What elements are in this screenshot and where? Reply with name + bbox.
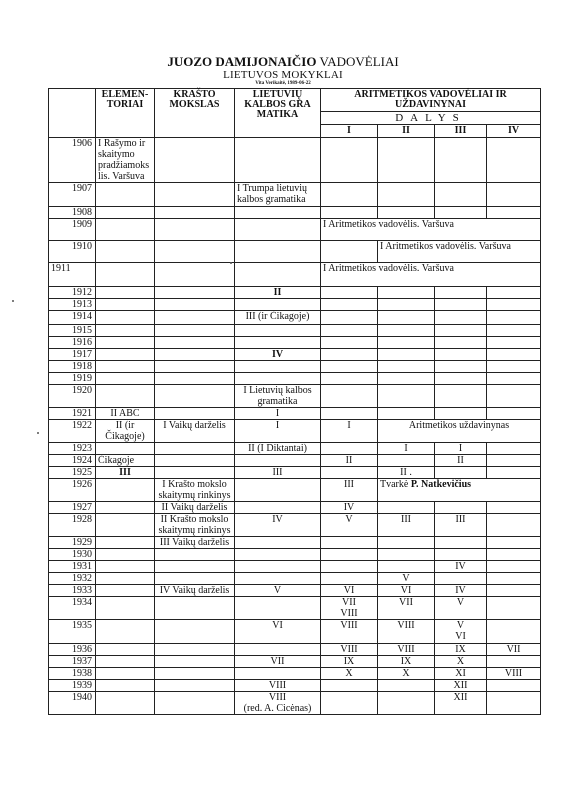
document-subtitle: LIETUVOS MOKYKLAI — [223, 69, 343, 81]
year-cell: 1913 — [49, 299, 96, 311]
part-4-cell: VII — [487, 644, 541, 656]
part-3-cell: IV — [435, 585, 487, 597]
part-2-cell: VII — [378, 597, 435, 620]
krasto-cell: II Krašto mokslo skaitymų rinkinys — [155, 514, 235, 537]
lietuviu-cell: IV — [235, 349, 321, 361]
part-1-cell: IV — [321, 502, 378, 514]
col-elementoriai: ELEMEN-TORIAI — [96, 89, 155, 138]
part-1-cell: IX — [321, 656, 378, 668]
year-cell: 1935 — [49, 620, 96, 644]
year-cell: 1914 — [49, 311, 96, 325]
scan-speck — [230, 262, 232, 264]
part-2-cell: III — [378, 514, 435, 537]
table-row — [49, 644, 541, 656]
table-row — [49, 537, 541, 549]
lietuviu-line-b: (red. A. Cicėnas) — [243, 703, 312, 714]
lietuviu-line-a: VIII — [268, 692, 287, 703]
part-3-line-b: VI — [455, 631, 466, 642]
document-title — [0, 54, 566, 69]
col-aritmetikos: ARITMETIKOS VADOVĖLIAI IR UŽDAVINYNAI — [321, 89, 541, 112]
col-krasto-mokslas: KRAŠTO MOKSLAS — [155, 89, 235, 138]
part-2-cell: IX — [378, 656, 435, 668]
part-2-cell: II . — [378, 467, 435, 479]
part-3-cell — [435, 620, 487, 644]
aritmetikos-cell: I Aritmetikos vadovėlis. Varšuva — [321, 219, 541, 241]
table-row — [49, 467, 541, 479]
part-2-cell: V — [378, 573, 435, 585]
year-cell: 1917 — [49, 349, 96, 361]
part-3-cell: III — [435, 514, 487, 537]
part-4-cell: VIII — [487, 668, 541, 680]
aritmetikos-cell: I Aritmetikos vadovėlis. Varšuva — [321, 263, 541, 287]
elementoriai-cell: Čikagoje — [96, 455, 155, 467]
year-cell: 1922 — [49, 420, 96, 443]
year-cell: 1936 — [49, 644, 96, 656]
table-row — [49, 680, 541, 692]
year-cell: 1927 — [49, 502, 96, 514]
table-row — [49, 349, 541, 361]
krasto-cell: IV Vaikų darželis — [155, 585, 235, 597]
year-cell: 1907 — [49, 183, 96, 207]
part-1-cell: V — [321, 514, 378, 537]
part-1-cell: X — [321, 668, 378, 680]
krasto-cell: II Vaikų darželis — [155, 502, 235, 514]
scan-speck — [12, 300, 14, 302]
part-1-cell: III — [321, 479, 378, 502]
part-3-cell: IV — [435, 561, 487, 573]
part-3-cell: II — [435, 455, 487, 467]
year-cell: 1912 — [49, 287, 96, 299]
part-2-cell: VIII — [378, 620, 435, 644]
year-cell: 1910 — [49, 241, 96, 263]
table-row — [49, 597, 541, 620]
year-cell: 1911 — [49, 263, 96, 287]
part-1-header: I — [321, 125, 378, 138]
year-cell: 1916 — [49, 337, 96, 349]
year-cell: 1929 — [49, 537, 96, 549]
part-2-cell: X — [378, 668, 435, 680]
year-cell: 1931 — [49, 561, 96, 573]
lietuviu-cell: II — [235, 287, 321, 299]
aritmetikos-cell — [378, 479, 541, 502]
year-cell: 1937 — [49, 656, 96, 668]
table-row — [49, 585, 541, 597]
editor-prefix: Tvarkė — [380, 479, 411, 490]
lietuviu-cell: VII — [235, 656, 321, 668]
table-row — [49, 573, 541, 585]
part-1-cell: VIII — [321, 620, 378, 644]
year-cell: 1933 — [49, 585, 96, 597]
part-3-cell: IX — [435, 644, 487, 656]
table-row — [49, 502, 541, 514]
year-cell: 1930 — [49, 549, 96, 561]
year-cell: 1925 — [49, 467, 96, 479]
part-3-cell: XI — [435, 668, 487, 680]
part-3-cell: XII — [435, 680, 487, 692]
lietuviu-cell: V — [235, 585, 321, 597]
aritmetikos-cell: Aritmetikos uždavinynas — [378, 420, 541, 443]
part-1-cell: I — [321, 420, 378, 443]
part-2-header: II — [378, 125, 435, 138]
table-row — [49, 219, 541, 241]
lietuviu-cell: I — [235, 408, 321, 420]
part-1-cell: II — [321, 455, 378, 467]
table-row — [49, 668, 541, 680]
part-1-cell: VI — [321, 585, 378, 597]
year-cell: 1918 — [49, 361, 96, 373]
table-row — [49, 325, 541, 337]
lietuviu-cell: II (I Diktantai) — [235, 443, 321, 455]
lietuviu-cell: I — [235, 420, 321, 443]
part-3-cell: X — [435, 656, 487, 668]
year-cell: 1909 — [49, 219, 96, 241]
part-2-cell: I — [378, 443, 435, 455]
table-row — [49, 287, 541, 299]
title-rest: VADOVĖLIAI — [316, 54, 399, 69]
dalys-label: DALYS — [321, 112, 541, 125]
table-row — [49, 420, 541, 443]
part-2-cell: VI — [378, 585, 435, 597]
table-row — [49, 299, 541, 311]
document-author: Vita Verikaitė, 1989-06-22 — [255, 81, 311, 86]
elementoriai-cell: II (ir Čikagoje) — [96, 420, 155, 443]
table-row — [49, 241, 541, 263]
part-3-line-a: V — [456, 620, 465, 631]
year-cell: 1934 — [49, 597, 96, 620]
col-lietuviu-kalbos: LIETUVIŲ KALBOS GRA MATIKA — [235, 89, 321, 138]
part-1-line-b: VIII — [340, 608, 358, 619]
lietuviu-cell: VIII — [235, 680, 321, 692]
table-row — [49, 361, 541, 373]
lietuviu-cell: VI — [235, 620, 321, 644]
year-cell: 1924 — [49, 455, 96, 467]
table-row — [49, 514, 541, 537]
year-cell: 1939 — [49, 680, 96, 692]
year-cell: 1928 — [49, 514, 96, 537]
year-cell: 1926 — [49, 479, 96, 502]
table-row — [49, 620, 541, 644]
part-3-cell: XII — [435, 692, 487, 715]
lietuviu-cell: III — [235, 467, 321, 479]
textbooks-table — [48, 88, 541, 715]
title-bold: JUOZO DAMIJONAIČIO — [167, 54, 317, 69]
elementoriai-cell: I Rašymo ir skaitymo pradžiamoks lis. Varšuva — [96, 138, 155, 183]
year-cell: 1938 — [49, 668, 96, 680]
krasto-cell: III Vaikų darželis — [155, 537, 235, 549]
year-cell: 1923 — [49, 443, 96, 455]
table-row — [49, 207, 541, 219]
lietuviu-cell: I Trumpa lietuvių kalbos gramatika — [235, 183, 321, 207]
table-row — [49, 455, 541, 467]
table-row — [49, 549, 541, 561]
lietuviu-cell: III (ir Čikagoje) — [235, 311, 321, 325]
table-row — [49, 692, 541, 715]
table-row — [49, 263, 541, 287]
scan-speck — [37, 432, 39, 434]
elementoriai-cell: II ABC — [96, 408, 155, 420]
editor-name: P. Natkevičius — [410, 479, 472, 490]
table-row — [49, 311, 541, 325]
table-row — [49, 373, 541, 385]
table-row — [49, 479, 541, 502]
krasto-cell: I Krašto mokslo skaitymų rinkinys — [155, 479, 235, 502]
table-row — [49, 656, 541, 668]
table-row — [49, 385, 541, 408]
year-header — [49, 89, 96, 138]
table-row — [49, 408, 541, 420]
table-row — [49, 561, 541, 573]
part-3-cell: V — [435, 597, 487, 620]
year-cell: 1920 — [49, 385, 96, 408]
year-cell: 1906 — [49, 138, 96, 183]
table-row — [49, 337, 541, 349]
year-cell: 1921 — [49, 408, 96, 420]
year-cell: 1932 — [49, 573, 96, 585]
year-cell: 1940 — [49, 692, 96, 715]
part-1-cell — [321, 597, 378, 620]
aritmetikos-cell: I Aritmetikos vadovėlis. Varšuva — [378, 241, 541, 263]
year-cell: 1908 — [49, 207, 96, 219]
lietuviu-cell: I Lietuvių kalbos gramatika — [235, 385, 321, 408]
year-cell: 1915 — [49, 325, 96, 337]
table-row — [49, 443, 541, 455]
lietuviu-cell — [235, 692, 321, 715]
elementoriai-cell: III — [96, 467, 155, 479]
krasto-cell: I Vaikų darželis — [155, 420, 235, 443]
lietuviu-cell: IV — [235, 514, 321, 537]
part-2-cell: VIII — [378, 644, 435, 656]
table-row — [49, 138, 541, 183]
part-1-cell: VIII — [321, 644, 378, 656]
part-3-header: III — [435, 125, 487, 138]
part-4-header: IV — [487, 125, 541, 138]
part-1-line-a: VII — [342, 597, 356, 608]
table-row — [49, 183, 541, 207]
year-cell: 1919 — [49, 373, 96, 385]
part-3-cell: I — [435, 443, 487, 455]
